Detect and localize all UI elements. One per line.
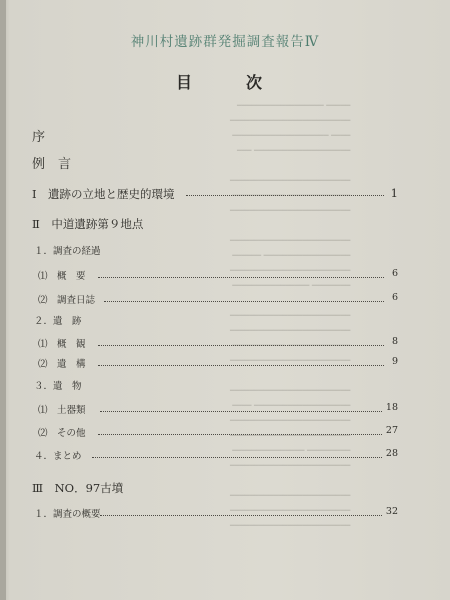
toc-entry-3-1[interactable]	[0, 506, 450, 522]
toc-page-number: 1	[390, 186, 398, 200]
toc-page-number: 6	[391, 292, 398, 303]
toc-page-number: 8	[391, 336, 398, 347]
toc-page-number: 6	[391, 268, 398, 279]
toc-entry-2-1-2[interactable]	[0, 292, 450, 308]
toc-entry-2-2-2[interactable]	[0, 356, 450, 372]
toc-entry-label: １．調査の経過	[34, 246, 101, 257]
toc-entry-label: １．調査の概要	[34, 509, 101, 520]
toc-entry-2-2-1[interactable]	[0, 336, 450, 352]
toc-entry-preface[interactable]	[0, 126, 450, 145]
toc-entry-label: ⑴ 概 要	[38, 271, 86, 282]
toc-entry-chapter-2[interactable]	[0, 216, 450, 232]
toc-leader-dots	[100, 515, 382, 516]
show-through-text: ━━━━━ ━━━━━━━━━━━━━━━━━━ ━━━━━━━━━━━━━━━━━━━━━━━━━ ━━━━ ━━━━━━━━━━━━━━━━━━━━ ━━━━━━━━━━━━━━━━━━━━ ━━━ ━━━━━━━━━━━━━━━━━━━━━━━━━ ━━━━━━━━━━━━━ ━━━━━━━━━━━ ━━━━━━━━━━━━━━━━━━━━━━━━━ ━━━━━━━━━━━━━━━━━━━━━━━━━ ━━━━━━━━━━━━━━━━━━ ━━━━━━ ━━━━━━━━━━━━━━━━━━━━━━━━━ ━━━━━━━━ ━━━━━━━━━━━━━━━━ ━━━━━━━━━━━━━━━━━━━━━━━━━ ━━━━━━━━━━━━━━━━━━━━━━━━━ ━━━━━━━━━━━━━ ━━━━━━━━━━━ ━━━━━━━━━━━━━━━━━━━━━━━━━ ━━━━━━━━━━━━━━━━━━━━━━━━━ ━━━━━━━━━━━━━━━━━━━━ ━━━━ ━━━━━━━━━━━━━━━━━━━━━━━━━ ━━━━━━━━━━━━━━━━━━━━━━━━━ ━━━━━━━━━ ━━━━━━━━━━━━━━━ ━━━━━━━━━━━━━━━━━━━━━━━━━ ━━━━━━━━━━━━━━━━━━━━━━━━━ ━━━━━━━━━━━━━━━━━━━━━━━━━ ━━━━━━━━━━━━━━━━━━━━━━━━━	[230, 101, 351, 530]
toc-leader-dots	[186, 195, 384, 196]
toc-entry-2-4[interactable]	[0, 448, 450, 464]
toc-entry-chapter-3[interactable]	[0, 480, 450, 496]
toc-title-char-2: 次	[246, 73, 263, 92]
toc-entry-label: ⑵ 調査日誌	[38, 295, 96, 306]
toc-entry-label: Ⅱ 中道遺跡第９地点	[32, 217, 144, 231]
toc-entry-label: ⑵ 遺 構	[38, 359, 86, 370]
toc-entry-2-2[interactable]	[0, 313, 450, 329]
toc-entry-2-3-2[interactable]	[0, 425, 450, 441]
toc-entry-label: ４．まとめ	[34, 451, 82, 462]
toc-entry-label: ３．遺 物	[34, 381, 82, 392]
toc-leader-dots	[100, 411, 382, 412]
toc-leader-dots	[98, 434, 382, 435]
toc-leader-dots	[98, 345, 384, 346]
report-series-title: 神川村遺跡群発掘調査報告Ⅳ	[130, 34, 320, 50]
toc-entry-label: ２．遺 跡	[34, 316, 82, 327]
toc-page-number: 27	[385, 425, 398, 436]
toc-leader-dots	[92, 457, 382, 458]
toc-entry-label: Ⅲ NO．97古墳	[32, 481, 124, 495]
toc-entry-label: ⑴ 土器類	[38, 405, 86, 416]
toc-page-number: 18	[385, 402, 398, 413]
toc-entry-label: Ⅰ 遺跡の立地と歴史的環境	[32, 187, 175, 201]
toc-page-number: 9	[391, 356, 398, 367]
toc-entry-label: 例 言	[32, 157, 72, 172]
toc-entry-chapter-1[interactable]	[0, 186, 450, 202]
toc-page-number: 28	[385, 448, 398, 459]
toc-entry-2-1-1[interactable]	[0, 268, 450, 284]
toc-entry-explanatory-notes[interactable]	[0, 153, 450, 172]
toc-entry-2-1[interactable]	[0, 243, 450, 259]
toc-title-char-1: 目	[176, 73, 193, 92]
toc-entry-label: ⑴ 概 観	[38, 339, 86, 350]
toc-entry-label: ⑵ その他	[38, 428, 86, 439]
toc-leader-dots	[98, 365, 384, 366]
toc-entry-label: 序	[32, 130, 46, 145]
toc-entry-2-3[interactable]	[0, 378, 450, 394]
toc-page-number: 32	[385, 506, 398, 517]
toc-leader-dots	[104, 301, 384, 302]
toc-leader-dots	[98, 277, 384, 278]
toc-entry-2-3-1[interactable]	[0, 402, 450, 418]
